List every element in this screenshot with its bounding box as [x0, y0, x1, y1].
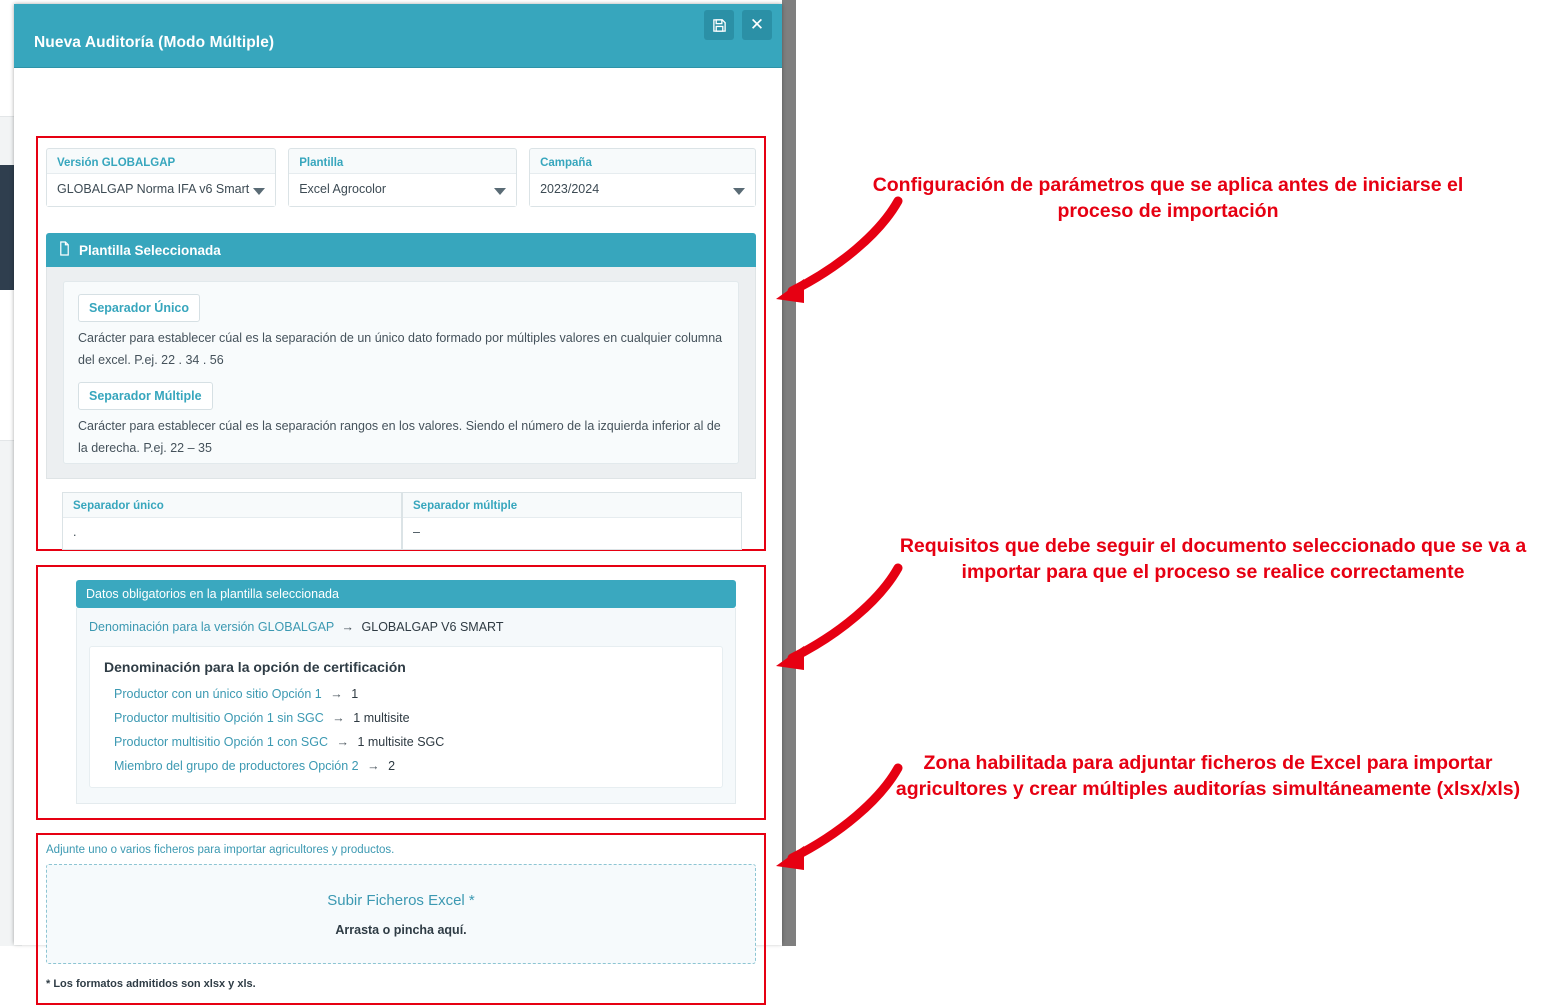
select-value: Excel Agrocolor [289, 173, 516, 206]
input-separator-multiple[interactable] [402, 492, 742, 550]
dropzone-title: Subir Ficheros Excel * [327, 891, 475, 909]
select-globalgap-version[interactable] [46, 148, 276, 207]
save-button[interactable] [704, 10, 734, 40]
select-label: Campaña [540, 157, 592, 169]
arrow-right-icon: → [330, 687, 343, 701]
select-value: GLOBALGAP Norma IFA v6 Smart [47, 173, 275, 206]
version-denomination-row [89, 620, 723, 634]
certification-label: Productor con un único sitio Opción 1 [114, 687, 322, 701]
certification-value: 1 [351, 687, 359, 701]
separator-fields-row [62, 492, 742, 550]
annotation-text-upload: Zona habilitada para adjuntar ficheros de Excel para importar agricultores y crear múltiples auditorías simultáneamente (xlsx/xls) [895, 752, 1521, 801]
select-label: Versión GLOBALGAP [57, 157, 176, 169]
certification-row [114, 711, 708, 725]
document-icon [58, 241, 71, 259]
background-overlay [782, 0, 796, 946]
separator-unique-tag: Separador Único [78, 294, 200, 322]
separator-multiple-description: Carácter para establecer cúal es la separación rangos en los valores. Siendo el número de la izquierda inferior al de la derecha. P.ej. 22 – 35 [78, 418, 721, 455]
upload-footnote: * Los formatos admitidos son xlsx y xls. [46, 978, 256, 990]
input-label: Separador múltiple [413, 500, 518, 512]
input-separator-unique[interactable] [62, 492, 402, 550]
template-panel-header [46, 233, 756, 267]
new-audit-modal [14, 4, 782, 990]
required-data-header: Datos obligatorios en la plantilla seleccionada [76, 580, 736, 608]
certification-row [114, 735, 708, 749]
arrow-right-icon: → [341, 620, 355, 634]
chevron-down-icon [253, 188, 265, 195]
certification-label: Productor multisitio Opción 1 sin SGC [114, 711, 324, 725]
annotation-text-parameters: Configuración de parámetros que se aplica antes de iniciarse el proceso de importación [872, 174, 1464, 223]
select-template[interactable] [288, 148, 517, 207]
version-denomination-label: Denominación para la versión GLOBALGAP [89, 620, 335, 634]
chevron-down-icon [494, 188, 506, 195]
close-button[interactable] [742, 10, 772, 40]
input-label: Separador único [73, 500, 164, 512]
separator-unique-description: Carácter para establecer cúal es la separación de un único dato formado por múltiples valores en cualquier columna del excel. P.ej. 22 . 34 . 56 [78, 331, 723, 367]
chevron-down-icon [733, 188, 745, 195]
certification-value: 1 multisite [353, 711, 410, 725]
arrow-right-icon: → [332, 711, 345, 725]
certification-row [114, 759, 708, 773]
arrow-right-icon: → [336, 735, 349, 749]
upload-caption: Adjunte uno o varios ficheros para importar agricultores y productos. [46, 844, 395, 856]
save-icon [712, 18, 727, 33]
certification-value: 2 [388, 759, 396, 773]
page-title: Nueva Auditoría (Modo Múltiple) [34, 34, 275, 51]
certification-value: 1 multisite SGC [357, 735, 445, 749]
close-icon: ✕ [749, 15, 765, 34]
certification-row [114, 687, 708, 701]
modal-body [14, 68, 782, 990]
version-denomination-value: GLOBALGAP V6 SMART [361, 620, 504, 634]
certification-card [89, 646, 723, 788]
input-value: . [63, 517, 401, 549]
background-sidebar [0, 165, 14, 290]
certification-label: Productor multisitio Opción 1 con SGC [114, 735, 328, 749]
required-data-body [76, 608, 736, 804]
select-campaign[interactable] [529, 148, 756, 207]
separator-multiple-tag: Separador Múltiple [78, 382, 213, 410]
modal-header [14, 4, 782, 68]
separator-help-card [63, 281, 739, 464]
file-dropzone[interactable] [46, 864, 756, 964]
dropzone-subtitle: Arrasta o pincha aquí. [335, 922, 467, 937]
template-panel-title: Plantilla Seleccionada [79, 242, 221, 258]
certification-label: Miembro del grupo de productores Opción 2 [114, 759, 359, 773]
input-value: – [403, 517, 741, 549]
selector-row [46, 148, 756, 207]
select-value: 2023/2024 [530, 173, 755, 206]
select-label: Plantilla [299, 157, 344, 169]
certification-heading: Denominación para la opción de certificación [104, 659, 406, 675]
arrow-right-icon: → [367, 759, 380, 773]
annotation-text-requirements: Requisitos que debe seguir el documento seleccionado que se va a importar para que el proceso se realice correctamente [899, 535, 1527, 584]
template-panel-body [46, 267, 756, 479]
